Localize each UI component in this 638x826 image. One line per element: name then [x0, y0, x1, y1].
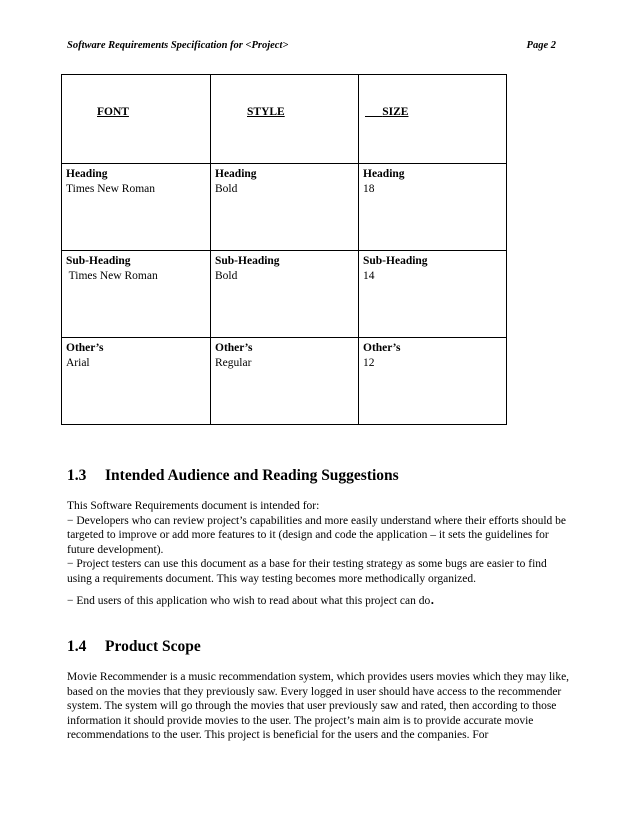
- table-cell: Heading 18: [359, 164, 507, 251]
- table-cell: Other’s Arial: [62, 338, 211, 425]
- section-heading-intended-audience: [67, 467, 399, 485]
- product-scope-paragraph: Movie Recommender is a music recommendation system, which provides users movies which they may like, based on the movies that they previously saw. Every logged in user should have access to the recommender system. The system will go through the movies that user previously saw and rated, then according to those information it should provide movies to the user. The project’s main aim is to provide accurate movie recommendations to the user. This project is beneficial for the users and the companies. For: [67, 671, 570, 741]
- table-row: [62, 338, 507, 425]
- table-cell: Other’s Regular: [211, 338, 359, 425]
- column-header-font: FONT: [62, 75, 211, 164]
- table-cell: Heading Times New Roman: [62, 164, 211, 251]
- intended-audience-body: [67, 499, 573, 609]
- bullet-end-users: − End users of this application who wish to read about what this project can do.: [67, 589, 435, 608]
- table-cell: Heading Bold: [211, 164, 359, 251]
- table-header-row: [62, 75, 507, 164]
- intro-paragraph: This Software Requirements document is intended for:: [67, 500, 320, 512]
- section-number: 1.3: [67, 467, 87, 484]
- section-heading-product-scope: [67, 638, 201, 656]
- table-cell: Sub-Heading Times New Roman: [62, 251, 211, 338]
- font-style-table: [61, 74, 507, 425]
- table-row: [62, 164, 507, 251]
- document-title: Software Requirements Specification for <Project>: [67, 40, 289, 51]
- table-cell: Sub-Heading Bold: [211, 251, 359, 338]
- section-title: Product Scope: [105, 638, 201, 655]
- section-number: 1.4: [67, 638, 87, 655]
- table-cell: Other’s 12: [359, 338, 507, 425]
- page-header: [67, 40, 556, 51]
- column-header-size: SIZE: [359, 75, 507, 164]
- table-cell: Sub-Heading 14: [359, 251, 507, 338]
- table-row: [62, 251, 507, 338]
- bullet-developers: − Developers who can review project’s capabilities and more easily understand where their efforts should be targeted to improve or add more features to it (design and code the application – it sets the guidelines for future development).: [67, 514, 567, 556]
- page-number: Page 2: [526, 40, 556, 51]
- bullet-testers: − Project testers can use this document as a base for their testing strategy as some bugs are easier to find using a requirements document. This way testing becomes more methodically organized.: [67, 558, 547, 585]
- column-header-style: STYLE: [211, 75, 359, 164]
- section-title: Intended Audience and Reading Suggestions: [105, 467, 399, 484]
